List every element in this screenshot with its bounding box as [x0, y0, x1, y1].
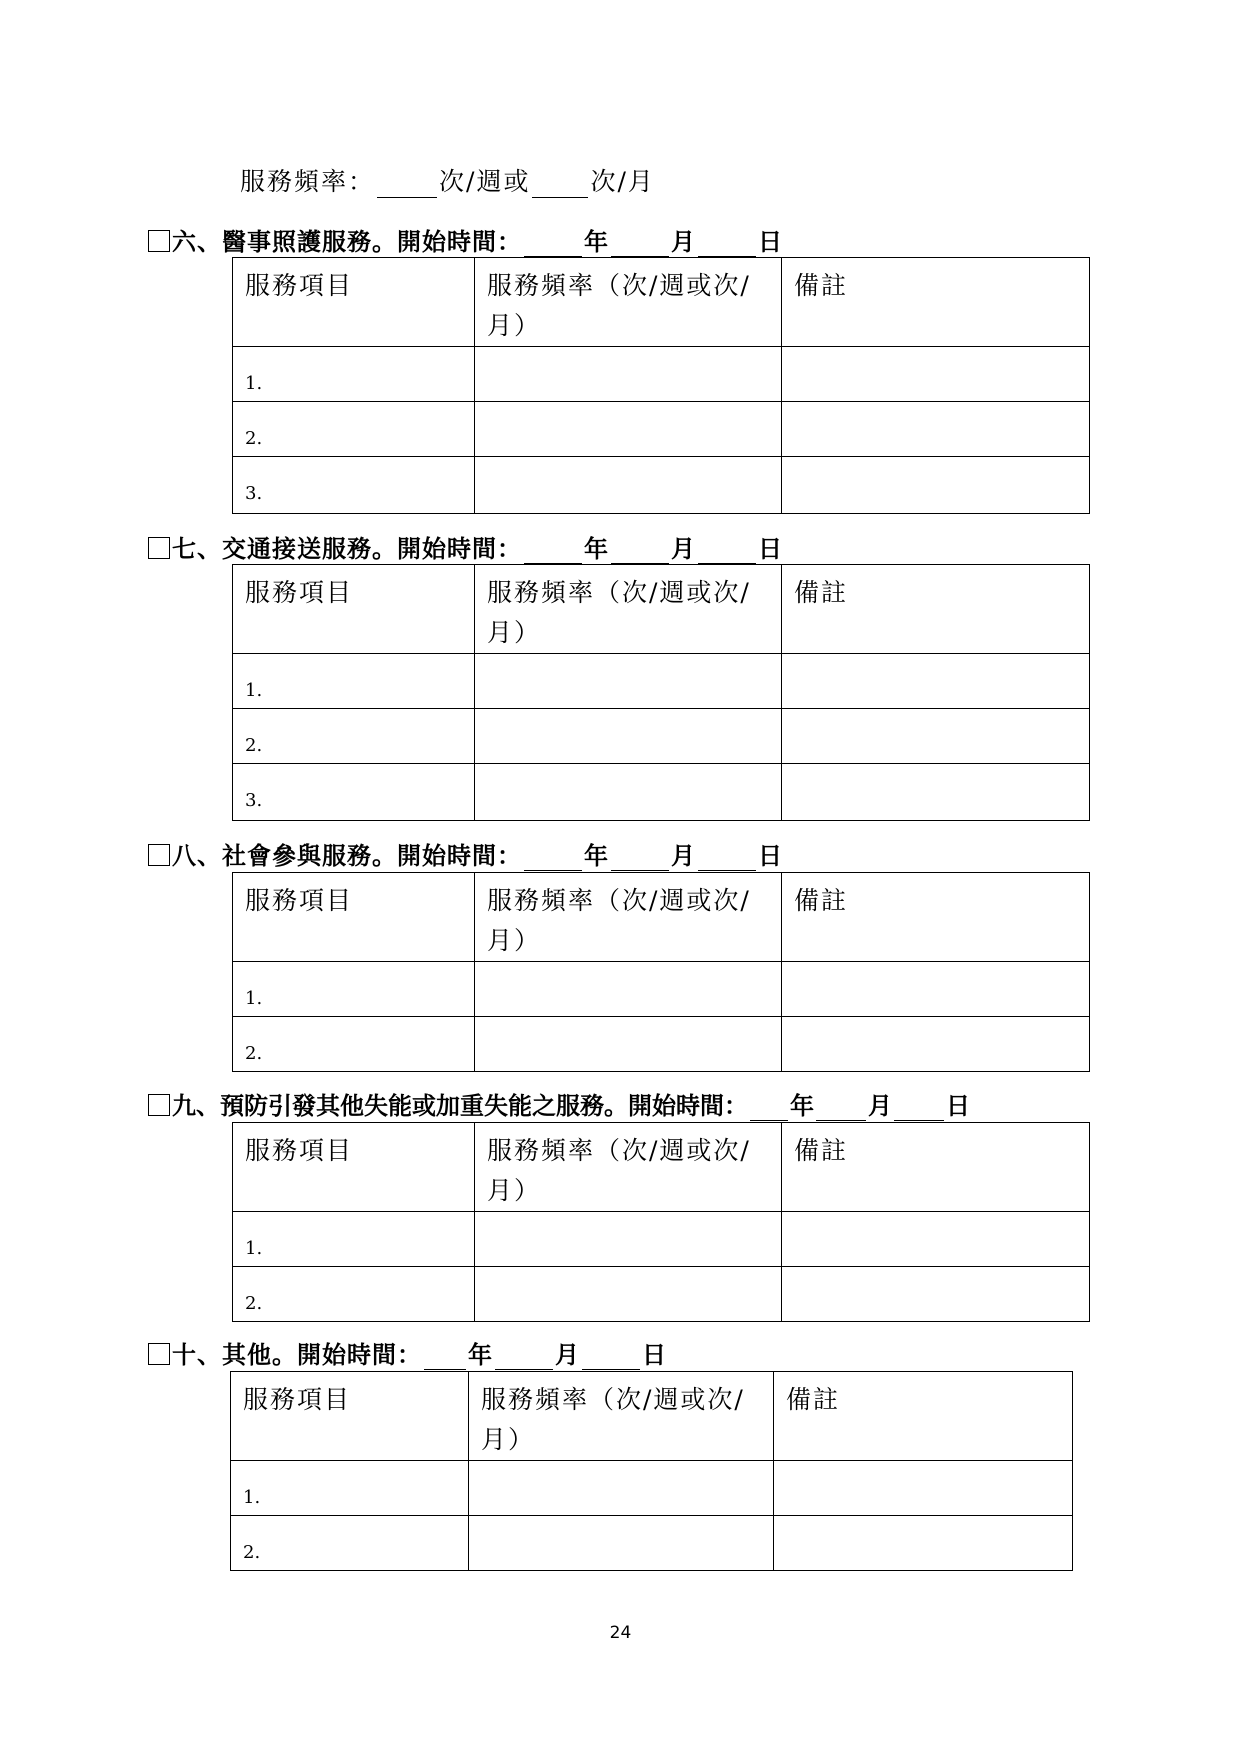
- start-month-blank[interactable]: [495, 1345, 553, 1370]
- day-label: 日: [758, 841, 783, 870]
- start-day-blank[interactable]: [698, 539, 756, 564]
- table-row: [233, 1017, 1090, 1072]
- frequency-cell[interactable]: [475, 457, 782, 514]
- header-service-item: 服務項目: [231, 1372, 469, 1461]
- year-label: 年: [790, 1091, 814, 1120]
- remarks-cell[interactable]: [782, 1017, 1090, 1072]
- year-label: 年: [584, 841, 609, 870]
- section-prevention-title: [148, 1086, 970, 1121]
- start-year-blank[interactable]: [750, 1096, 788, 1121]
- start-year-blank[interactable]: [524, 232, 582, 257]
- header-service-frequency: 服務頻率（次/週或次/月）: [475, 1123, 782, 1212]
- remarks-cell[interactable]: [774, 1516, 1073, 1571]
- remarks-cell[interactable]: [782, 457, 1090, 514]
- row-number: 2.: [233, 709, 475, 764]
- section-prevention-checkbox[interactable]: [148, 1094, 170, 1116]
- row-number: 2.: [231, 1516, 469, 1571]
- month-label: 月: [868, 1091, 892, 1120]
- medical-care-table: [232, 257, 1090, 514]
- day-label: 日: [946, 1091, 970, 1120]
- row-number: 1.: [233, 962, 475, 1017]
- section-transport-checkbox[interactable]: [148, 537, 170, 559]
- prevention-table: [232, 1122, 1090, 1322]
- other-table: [230, 1371, 1073, 1571]
- day-label: 日: [758, 534, 783, 563]
- table-header-row: [233, 1123, 1090, 1212]
- row-number: 3.: [233, 457, 475, 514]
- start-day-blank[interactable]: [582, 1345, 640, 1370]
- section-title-text: 六、醫事照護服務。開始時間：: [172, 227, 522, 256]
- header-service-item: 服務項目: [233, 565, 475, 654]
- header-service-item: 服務項目: [233, 258, 475, 347]
- day-label: 日: [642, 1340, 667, 1369]
- row-number: 2.: [233, 1017, 475, 1072]
- month-label: 月: [671, 227, 696, 256]
- start-year-blank[interactable]: [524, 539, 582, 564]
- start-month-blank[interactable]: [611, 232, 669, 257]
- start-month-blank[interactable]: [611, 539, 669, 564]
- frequency-cell[interactable]: [469, 1516, 774, 1571]
- header-remarks: 備註: [782, 258, 1090, 347]
- year-label: 年: [584, 534, 609, 563]
- start-day-blank[interactable]: [698, 232, 756, 257]
- per-month-label: 次/月: [590, 167, 655, 196]
- section-medical-care-checkbox[interactable]: [148, 230, 170, 252]
- section-other-checkbox[interactable]: [148, 1343, 170, 1365]
- remarks-cell[interactable]: [782, 1212, 1090, 1267]
- row-number: 2.: [233, 1267, 475, 1322]
- section-medical-care-title: [148, 222, 783, 257]
- row-number: 1.: [231, 1461, 469, 1516]
- table-header-row: [231, 1372, 1073, 1461]
- table-row: [231, 1461, 1073, 1516]
- frequency-cell[interactable]: [475, 347, 782, 402]
- frequency-cell[interactable]: [475, 1212, 782, 1267]
- row-number: 1.: [233, 1212, 475, 1267]
- table-row: [233, 709, 1090, 764]
- section-transport-title: [148, 529, 783, 564]
- table-row: [233, 1267, 1090, 1322]
- table-header-row: [233, 258, 1090, 347]
- social-participation-table: [232, 872, 1090, 1072]
- header-service-frequency: 服務頻率（次/週或次/月）: [475, 258, 782, 347]
- frequency-cell[interactable]: [475, 962, 782, 1017]
- header-remarks: 備註: [782, 873, 1090, 962]
- monthly-count-blank[interactable]: [532, 173, 588, 198]
- page-number: 24: [609, 1623, 632, 1643]
- section-title-text: 十、其他。開始時間：: [172, 1340, 422, 1369]
- section-other-title: [148, 1335, 667, 1370]
- month-label: 月: [671, 534, 696, 563]
- row-number: 2.: [233, 402, 475, 457]
- remarks-cell[interactable]: [782, 962, 1090, 1017]
- table-row: [231, 1516, 1073, 1571]
- table-row: [233, 457, 1090, 514]
- start-year-blank[interactable]: [524, 846, 582, 871]
- remarks-cell[interactable]: [782, 1267, 1090, 1322]
- header-service-item: 服務項目: [233, 1123, 475, 1212]
- day-label: 日: [758, 227, 783, 256]
- header-service-frequency: 服務頻率（次/週或次/月）: [475, 565, 782, 654]
- remarks-cell[interactable]: [782, 347, 1090, 402]
- table-row: [233, 347, 1090, 402]
- remarks-cell[interactable]: [782, 654, 1090, 709]
- start-month-blank[interactable]: [611, 846, 669, 871]
- month-label: 月: [555, 1340, 580, 1369]
- section-social-participation-title: [148, 836, 783, 871]
- month-label: 月: [671, 841, 696, 870]
- row-number: 3.: [233, 764, 475, 821]
- frequency-cell[interactable]: [475, 654, 782, 709]
- row-number: 1.: [233, 654, 475, 709]
- section-title-text: 九、預防引發其他失能或加重失能之服務。開始時間：: [172, 1091, 748, 1120]
- weekly-count-blank[interactable]: [377, 173, 437, 198]
- service-frequency-line: [240, 162, 655, 198]
- section-title-text: 八、社會參與服務。開始時間：: [172, 841, 522, 870]
- section-social-participation-checkbox[interactable]: [148, 844, 170, 866]
- frequency-cell[interactable]: [475, 1017, 782, 1072]
- start-day-blank[interactable]: [894, 1096, 944, 1121]
- header-service-frequency: 服務頻率（次/週或次/月）: [475, 873, 782, 962]
- transport-table: [232, 564, 1090, 821]
- remarks-cell[interactable]: [782, 402, 1090, 457]
- frequency-cell[interactable]: [475, 1267, 782, 1322]
- start-year-blank[interactable]: [424, 1345, 466, 1370]
- header-service-frequency: 服務頻率（次/週或次/月）: [469, 1372, 774, 1461]
- remarks-cell[interactable]: [774, 1461, 1073, 1516]
- header-service-item: 服務項目: [233, 873, 475, 962]
- remarks-cell[interactable]: [782, 764, 1090, 821]
- table-row: [233, 402, 1090, 457]
- table-row: [233, 764, 1090, 821]
- frequency-cell[interactable]: [475, 402, 782, 457]
- per-week-label: 次/週或: [439, 167, 531, 196]
- frequency-cell[interactable]: [475, 709, 782, 764]
- section-title-text: 七、交通接送服務。開始時間：: [172, 534, 522, 563]
- header-remarks: 備註: [782, 565, 1090, 654]
- row-number: 1.: [233, 347, 475, 402]
- table-header-row: [233, 873, 1090, 962]
- table-row: [233, 962, 1090, 1017]
- frequency-label: 服務頻率：: [240, 167, 376, 196]
- year-label: 年: [468, 1340, 493, 1369]
- year-label: 年: [584, 227, 609, 256]
- remarks-cell[interactable]: [782, 709, 1090, 764]
- start-day-blank[interactable]: [698, 846, 756, 871]
- start-month-blank[interactable]: [816, 1096, 866, 1121]
- table-header-row: [233, 565, 1090, 654]
- table-row: [233, 1212, 1090, 1267]
- frequency-cell[interactable]: [469, 1461, 774, 1516]
- frequency-cell[interactable]: [475, 764, 782, 821]
- header-remarks: 備註: [774, 1372, 1073, 1461]
- header-remarks: 備註: [782, 1123, 1090, 1212]
- table-row: [233, 654, 1090, 709]
